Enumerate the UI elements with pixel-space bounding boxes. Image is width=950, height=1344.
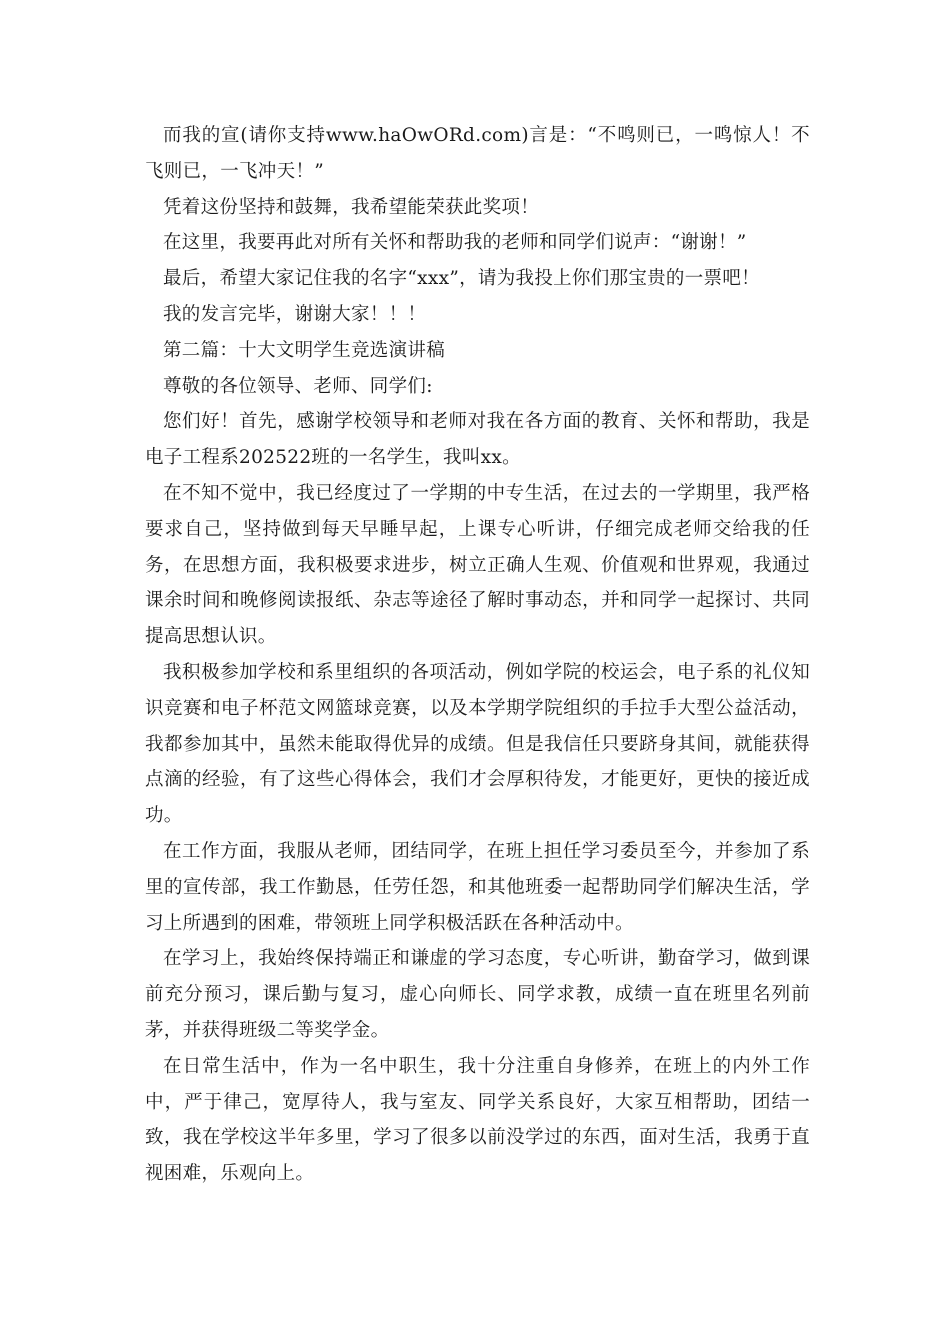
paragraph-work: 在工作方面，我服从老师，团结同学，在班上担任学习委员至今，并参加了系里的宣传部，我工作勤恳，任劳任怨，和其他班委一起帮助同学们解决生活，学习上所遇到的困难，带领班上同学积极活跃在各种活动中。: [145, 840, 810, 934]
paragraph-slogan: 而我的宣(请你支持www.haOwORd.com)言是：“不鸣则已，一鸣惊人！不飞则已，一飞冲天！”: [145, 125, 810, 182]
paragraph-vote-request: 最后，希望大家记住我的名字“xxx”，请为我投上你们那宝贵的一票吧！: [163, 268, 760, 290]
paragraph-self-discipline: 在不知不觉中，我已经度过了一学期的中专生活，在过去的一学期里，我严格要求自己，坚持做到每天早睡早起，上课专心听讲，仔细完成老师交给我的任务，在思想方面，我积极要求进步，树立正确人生观、价值观和世界观，我通过课余时间和晚修阅读报纸、杂志等途径了解时事动态，并和同学一起探讨、共同提高思想认识。: [145, 482, 810, 648]
paragraph-introduction: 您们好！首先，感谢学校领导和老师对我在各方面的教育、关怀和帮助，我是电子工程系202522班的一名学生，我叫xx。: [145, 411, 810, 469]
paragraph-salutation: 尊敬的各位领导、老师、同学们:: [163, 375, 433, 397]
paragraph-activities: 我积极参加学校和系里组织的各项活动，例如学院的校运会，电子系的礼仪知识竞赛和电子杯范文网篮球竞赛，以及本学期学院组织的手拉手大型公益活动，我都参加其中，虽然未能取得优异的成绩。但是我信任只要跻身其间，就能获得点滴的经验，有了这些心得体会，我们才会厚积待发，才能更好，更快的接近成功。: [145, 661, 810, 827]
paragraph-hope: 凭着这份坚持和鼓舞，我希望能荣获此奖项！: [163, 196, 540, 218]
paragraph-study: 在学习上，我始终保持端正和谦虚的学习态度，专心听讲，勤奋学习，做到课前充分预习，课后勤与复习，虚心向师长、同学求教，成绩一直在班里名列前茅，并获得班级二等奖学金。: [145, 948, 810, 1041]
paragraph-closing: 我的发言完毕，谢谢大家！！！: [163, 303, 427, 325]
paragraph-thanks: 在这里，我要再此对所有关怀和帮助我的老师和同学们说声：“谢谢！”: [163, 232, 747, 254]
paragraph-daily-life: 在日常生活中，作为一名中职生，我十分注重自身修养，在班上的内外工作中，严于律己，宽厚待人，我与室友、同学关系良好，大家互相帮助，团结一致，我在学校这半年多里，学习了很多以前没学过的东西，面对生活，我勇于直视困难，乐观向上。: [145, 1055, 810, 1185]
section-heading: 第二篇：十大文明学生竞选演讲稿: [163, 339, 446, 361]
document-body: [145, 118, 810, 1192]
